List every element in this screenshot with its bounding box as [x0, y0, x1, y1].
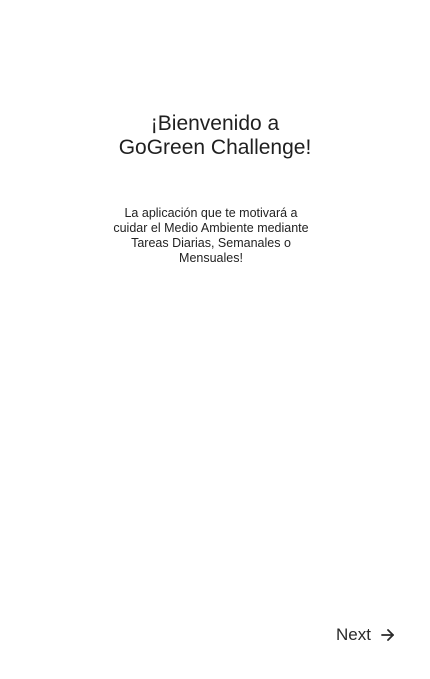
welcome-title-line1: ¡Bienvenido a: [150, 112, 280, 135]
welcome-title-line2: GoGreen Challenge!: [118, 136, 312, 159]
next-button[interactable]: [330, 622, 401, 648]
welcome-description: La aplicación que te motivará a cuidar el Medio Ambiente mediante Tareas Diarias, Semanales o Mensuales!: [113, 206, 309, 265]
arrow-right-icon: [381, 628, 395, 642]
welcome-title: [0, 112, 430, 160]
next-button-label: Next: [336, 625, 371, 644]
